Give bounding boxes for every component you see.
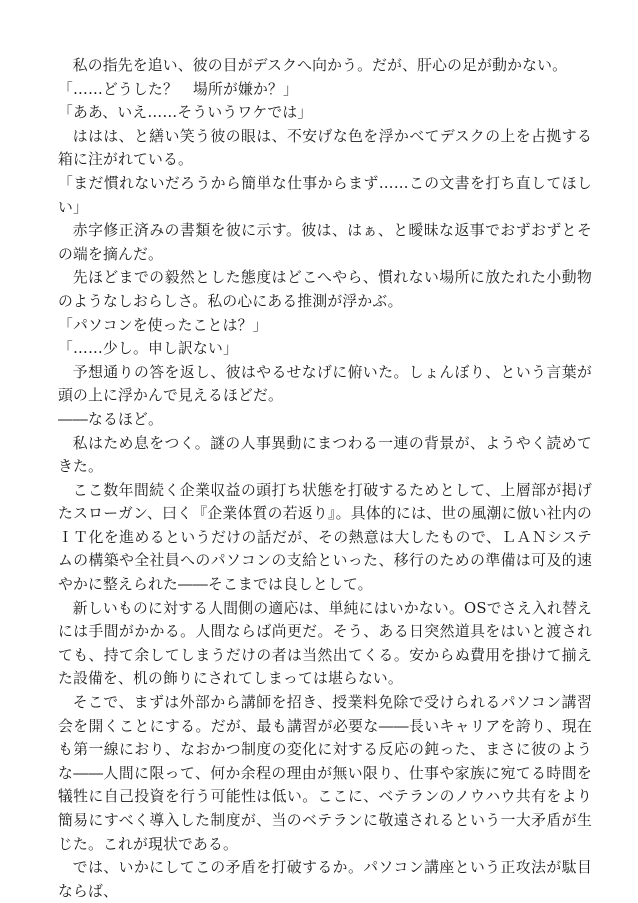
dialog-line: 「まだ慣れないだろうから簡単な仕事からまず……この文書を打ち直してほしい」 <box>58 174 592 216</box>
dialog-line: 「パソコンを使ったことは？」 <box>58 316 268 334</box>
paragraph: 先ほどまでの毅然とした態度はどこへやら、慣れない場所に放たれた小動物のようなしおらしさ。私の心にある推測が浮かぶ。 <box>58 269 592 310</box>
dialog-line: 「ああ、いえ……そういうワケでは」 <box>58 104 313 122</box>
novel-text-body <box>58 54 592 903</box>
paragraph: ここ数年間続く企業収益の頭打ち状態を打破するためとして、上層部が掲げたスローガン、曰く『企業体質の若返り』。具体的には、世の風潮に倣い社内のＩＴ化を進めるというだけの話だが、その熱意は大したもので、ＬＡＮシステムの構築や全社員へのパソコンの支給といった、移行のための準備は可及的速やかに整えられた――そこまでは良しとして。 <box>58 481 592 594</box>
paragraph: 赤字修正済みの書類を彼に示す。彼は、はぁ、と曖昧な返事でおずおずとその端を摘んだ。 <box>58 222 592 263</box>
interjection-line: ――なるほど。 <box>58 410 163 428</box>
paragraph: 予想通りの答を返し、彼はやるせなげに俯いた。しょんぼり、という言葉が頭の上に浮かんで見えるほどだ。 <box>58 363 592 405</box>
paragraph: ははは、と繕い笑う彼の眼は、不安げな色を浮かべてデスクの上を占拠する箱に注がれている。 <box>58 127 592 169</box>
paragraph: では、いかにしてこの矛盾を打破するか。パソコン講座という正攻法が駄目ならば、 <box>58 859 592 900</box>
paragraph: 新しいものに対する人間側の適応は、単純にはいかない。OSでさえ入れ替えには手間がかかる。人間ならば尚更だ。そう、ある日突然道具をはいと渡されても、持て余してしまうだけの者は当然出てくる。安からぬ費用を掛けて揃えた設備を、机の飾りにされてしまっては堪らない。 <box>58 599 592 688</box>
dialog-line: 「……少し。申し訳ない」 <box>58 340 238 358</box>
paragraph: そこで、まずは外部から講師を招き、授業料免除で受けられるパソコン講習会を開くことにする。だが、最も講習が必要な――長いキャリアを誇り、現在も第一線におり、なおかつ制度の変化に対する反応の鈍った、まさに彼のような――人間に限って、何か余程の理由が無い限り、仕事や家族に宛てる時間を犠牲に自己投資を行う可能性は低い。ここに、ベテランのノウハウ共有をより簡易にすべく導入した制度が、当のベテランに敬遠されるという一大矛盾が生じた。これが現状である。 <box>58 694 592 853</box>
paragraph: 私はため息をつく。謎の人事異動にまつわる一連の背景が、ようやく読めてきた。 <box>58 434 592 476</box>
paragraph: 私の指先を追い、彼の目がデスクへ向かう。だが、肝心の足が動かない。 <box>72 57 568 74</box>
dialog-line: 「……どうした？ 場所が嫌か？」 <box>58 80 298 98</box>
